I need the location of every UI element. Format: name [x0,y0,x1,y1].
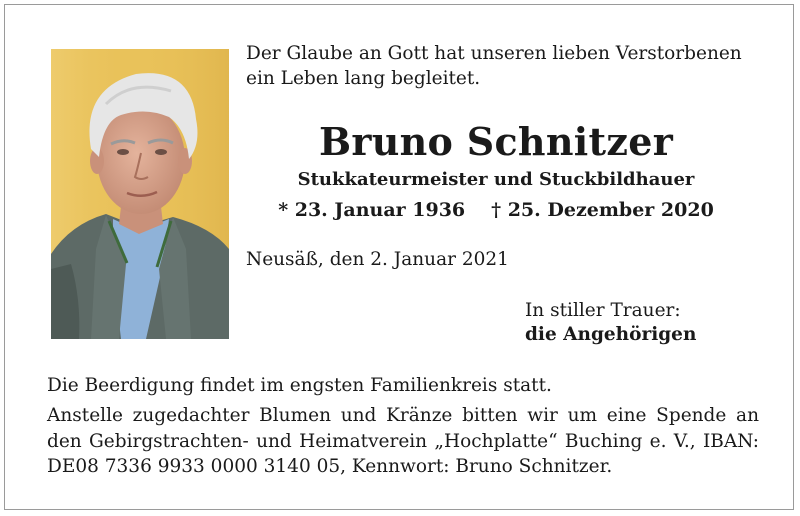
donation-line-3: DE08 7336 9933 0000 3140 05, Kennwort: Bruno Schnitzer. [47,456,613,477]
place-and-date: Neusäß, den 2. Januar 2021 [246,249,509,270]
obituary-notice [4,4,794,510]
mourners-signature: die Angehörigen [525,324,697,345]
portrait-illustration [51,49,229,339]
donation-request [47,403,759,480]
quote-line-2: ein Leben lang begleitet. [246,68,481,89]
death-date: † 25. Dezember 2020 [491,199,714,221]
mourners-intro: In stiller Trauer: [525,300,681,321]
deceased-profession: Stukkateurmeister und Stuckbildhauer [297,169,695,190]
donation-line-2: den Gebirgstrachten- und Heimatverein „Hochplatte“ Buching e. V., IBAN: [47,430,759,452]
donation-line-1: Anstelle zugedachter Blumen und Kränze bitten wir um eine Spende an [47,405,759,426]
portrait-photo [51,49,229,339]
quote [246,41,742,91]
birth-date: * 23. Januar 1936 [278,199,466,221]
quote-line-1: Der Glaube an Gott hat unseren lieben Verstorbenen [246,43,742,64]
life-dates [246,199,746,221]
funeral-note: Die Beerdigung findet im engsten Familienkreis statt. [47,375,552,396]
deceased-name: Bruno Schnitzer [318,119,674,164]
